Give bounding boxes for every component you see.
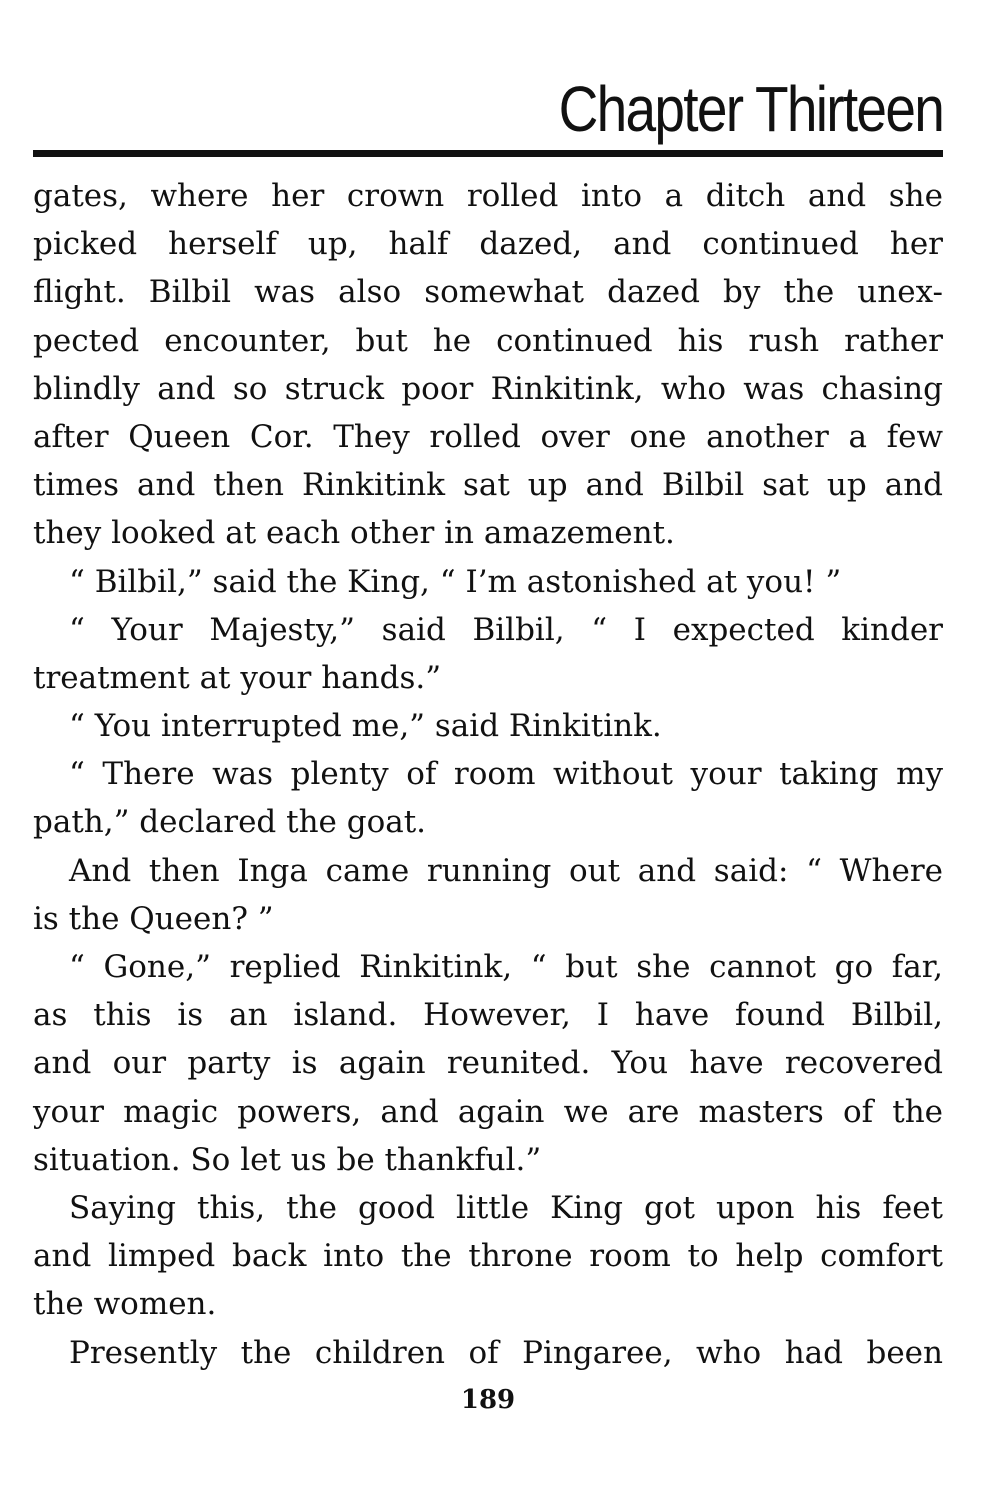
- text-line: they looked at each other in amazement.: [33, 515, 675, 552]
- text-line: treatment at your hands.”: [33, 659, 442, 696]
- text-line: flight. Bilbil was also somewhat dazed by the unex-: [33, 274, 943, 311]
- chapter-title: Chapter Thirteen: [558, 73, 943, 145]
- text-line: after Queen Cor. They rolled over one another a few: [33, 418, 943, 455]
- text-line: as this is an island. However, I have found Bilbil,: [33, 997, 943, 1034]
- text-line: pected encounter, but he continued his rush rather: [33, 322, 943, 359]
- text-line: “ Bilbil,” said the King, “ I’m astonished at you! ”: [69, 563, 842, 600]
- text-line: the women.: [33, 1286, 217, 1323]
- text-line: And then Inga came running out and said: “ Where: [69, 852, 943, 889]
- text-line: “ There was plenty of room without your taking my: [69, 756, 943, 793]
- text-line: is the Queen? ”: [33, 900, 274, 937]
- text-line: Presently the children of Pingaree, who had been: [69, 1334, 943, 1371]
- heading-rule: [33, 150, 943, 157]
- text-line: picked herself up, half dazed, and continued her: [33, 226, 943, 263]
- text-line: Saying this, the good little King got upon his feet: [69, 1189, 943, 1226]
- text-line: your magic powers, and again we are masters of the: [33, 1093, 943, 1130]
- text-line: times and then Rinkitink sat up and Bilbil sat up and: [33, 467, 943, 504]
- book-page: [33, 0, 943, 1494]
- text-line: blindly and so struck poor Rinkitink, who was chasing: [33, 370, 943, 407]
- text-line: “ Gone,” replied Rinkitink, “ but she cannot go far,: [69, 949, 943, 985]
- body-text: [33, 172, 943, 1377]
- text-line: and our party is again reunited. You have recovered: [33, 1045, 943, 1082]
- text-line: “ Your Majesty,” said Bilbil, “ I expected kinder: [69, 611, 943, 648]
- text-line: gates, where her crown rolled into a ditch and she: [33, 178, 943, 214]
- text-line: and limped back into the throne room to help comfort: [33, 1238, 943, 1275]
- text-line: “ You interrupted me,” said Rinkitink.: [69, 708, 662, 745]
- text-line: path,” declared the goat.: [33, 804, 427, 841]
- page-number: 189: [460, 1385, 516, 1415]
- text-line: situation. So let us be thankful.”: [33, 1141, 542, 1178]
